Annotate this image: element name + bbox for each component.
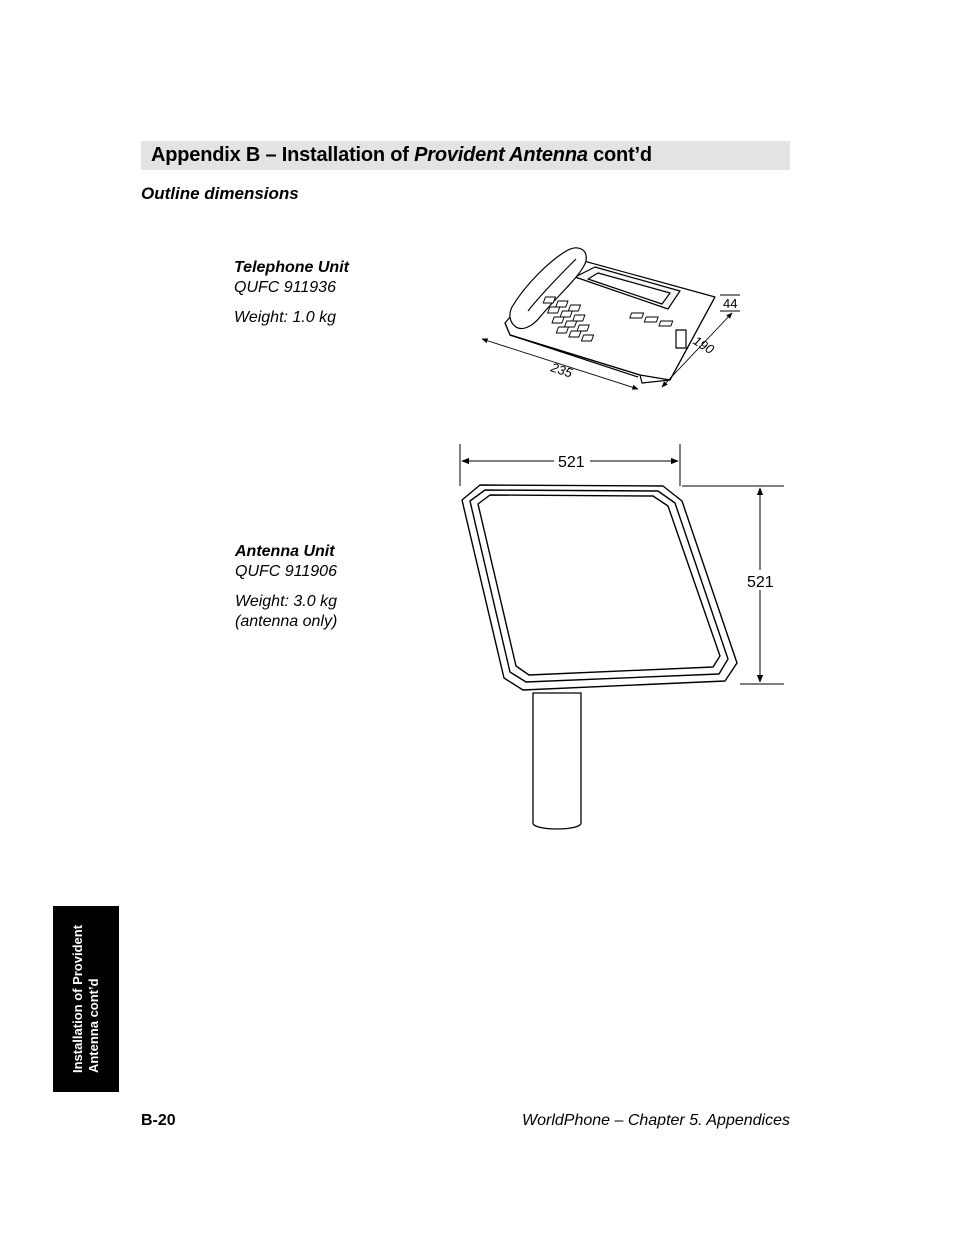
section-title: Outline dimensions: [141, 184, 299, 203]
antenna-unit-model: QUFC 911906: [235, 563, 337, 580]
antenna-unit-name: Antenna Unit: [235, 543, 335, 560]
footer-title: WorldPhone – Chapter 5. Appendices: [521, 1112, 790, 1129]
antenna-dim-width: 521: [558, 454, 585, 471]
antenna-unit-drawing: [450, 438, 790, 838]
page-number: B-20: [141, 1112, 176, 1129]
antenna-unit-info: [235, 542, 337, 632]
telephone-unit-drawing: [470, 235, 760, 400]
antenna-unit-weight-note: (antenna only): [235, 613, 338, 630]
side-tab-line-1: Installation of Provident: [70, 924, 85, 1074]
telephone-dim-height: 44: [723, 296, 738, 311]
chapter-side-tab: [53, 906, 119, 1092]
telephone-dim-length: 235: [549, 359, 575, 381]
telephone-unit-model: QUFC 911936: [234, 279, 336, 296]
antenna-unit-weight: Weight: 3.0 kg: [235, 593, 337, 610]
antenna-dim-height: 521: [747, 574, 774, 591]
telephone-unit-info: [234, 258, 349, 328]
side-tab-label: [70, 925, 102, 1073]
telephone-dim-width: 190: [690, 332, 717, 358]
telephone-unit-weight: Weight: 1.0 kg: [234, 309, 336, 326]
side-tab-line-2: Antenna cont’d: [86, 978, 101, 1074]
telephone-unit-name: Telephone Unit: [234, 259, 349, 276]
page-title: Appendix B – Installation of Provident Antenna cont’d: [151, 144, 652, 166]
